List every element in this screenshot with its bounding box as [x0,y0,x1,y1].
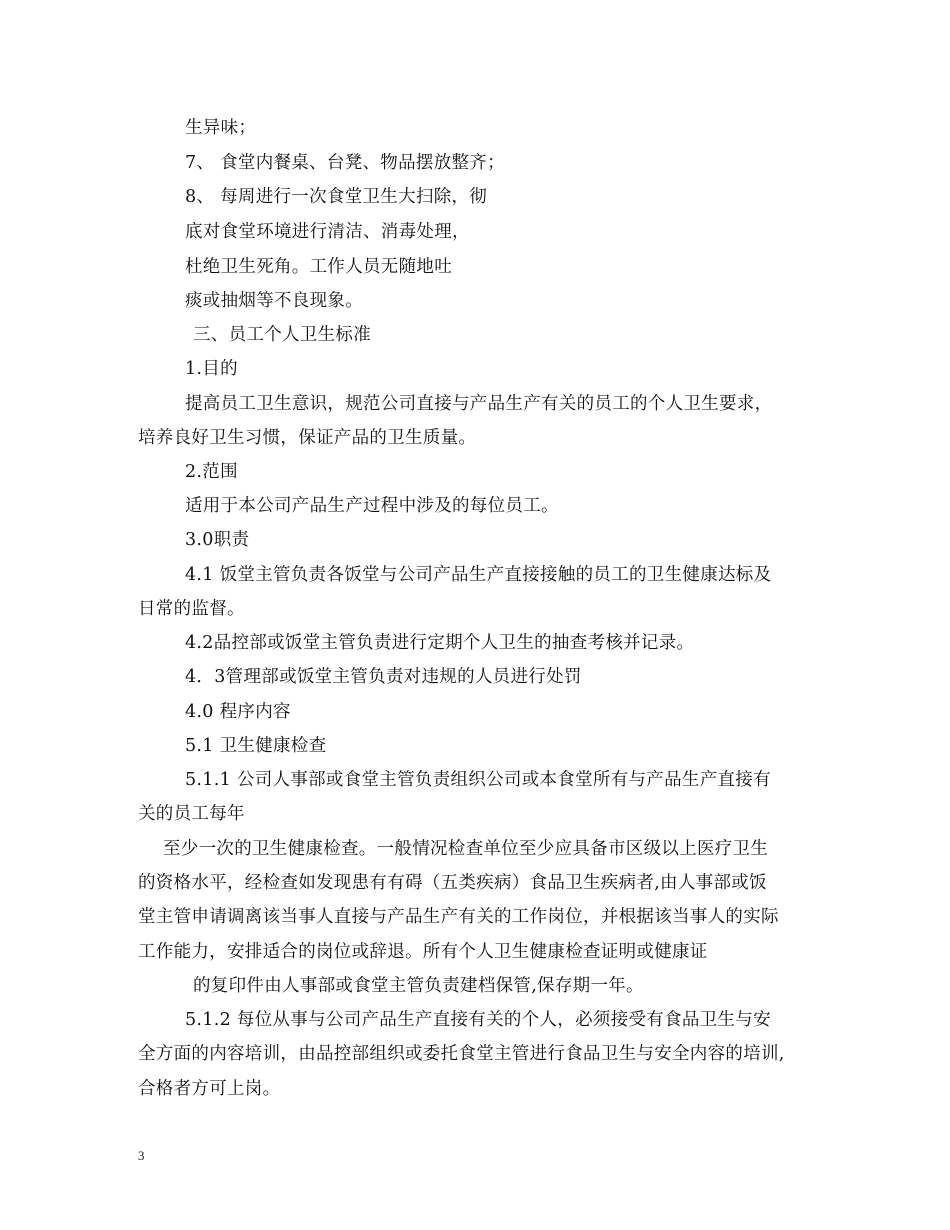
list-item-8: 8、 每周进行一次食堂卫生大扫除，彻 [185,187,488,207]
subsection-heading: 4.0 程序内容 [185,702,291,722]
paragraph-line: 5.1.2 每位从事与公司产品生产直接有关的个人，必须接受有食品卫生与安 [185,1010,771,1030]
paragraph-line: 关的员工每年 [138,804,245,824]
paragraph-line: 合格者方可上岗。 [138,1079,281,1099]
text-line: 生异味； [185,118,257,138]
paragraph-line: 4.2品控部或饭堂主管负责进行定期个人卫生的抽查考核并记录。 [185,633,695,653]
text-line: 底对食堂环境进行清洁、消毒处理， [185,222,470,242]
section-heading: 三、员工个人卫生标准 [193,325,371,345]
text-line: 杜绝卫生死角。工作人员无随地吐 [185,257,452,277]
list-item-7: 7、 食堂内餐桌、台凳、物品摆放整齐； [185,153,505,173]
subsection-heading: 5.1 卫生健康检查 [185,736,327,756]
subsection-heading: 2.范围 [185,462,238,482]
paragraph-line: 的复印件由人事部或食堂主管负责建档保管,保存期一年。 [193,976,644,996]
paragraph-line: 的资格水平，经检查如发现患有有碍（五类疾病）食品卫生疾病者,由人事部或饭 [138,873,767,893]
paragraph-line: 4．3管理部或饭堂主管负责对违规的人员进行处罚 [185,667,582,687]
paragraph-line: 日常的监督。 [138,599,245,619]
paragraph-line: 堂主管申请调离该当事人直接与产品生产有关的工作岗位，并根据该当事人的实际 [138,907,779,927]
subsection-heading: 1.目的 [185,359,238,379]
paragraph-line: 提高员工卫生意识，规范公司直接与产品生产有关的员工的个人卫生要求， [185,394,773,414]
page-number: 3 [138,1148,145,1163]
paragraph-line: 工作能力，安排适合的岗位或辞退。所有个人卫生健康检查证明或健康证 [138,942,708,962]
text-line: 痰或抽烟等不良现象。 [185,291,363,311]
paragraph-line: 适用于本公司产品生产过程中涉及的每位员工。 [185,496,559,516]
paragraph-line: 培养良好卫生习惯，保证产品的卫生质量。 [138,428,477,448]
paragraph-line: 4.1 饭堂主管负责各饭堂与公司产品生产直接接触的员工的卫生健康达标及 [185,565,772,585]
paragraph-line: 全方面的内容培训，由品控部组织或委托食堂主管进行食品卫生与安全内容的培训, [138,1044,785,1064]
paragraph-line: 5.1.1 公司人事部或食堂主管负责组织公司或本食堂所有与产品生产直接有 [185,770,771,790]
subsection-heading: 3.0职责 [185,530,250,550]
paragraph-line: 至少一次的卫生健康检查。一般情况检查单位至少应具备市区级以上医疗卫生 [163,839,769,859]
